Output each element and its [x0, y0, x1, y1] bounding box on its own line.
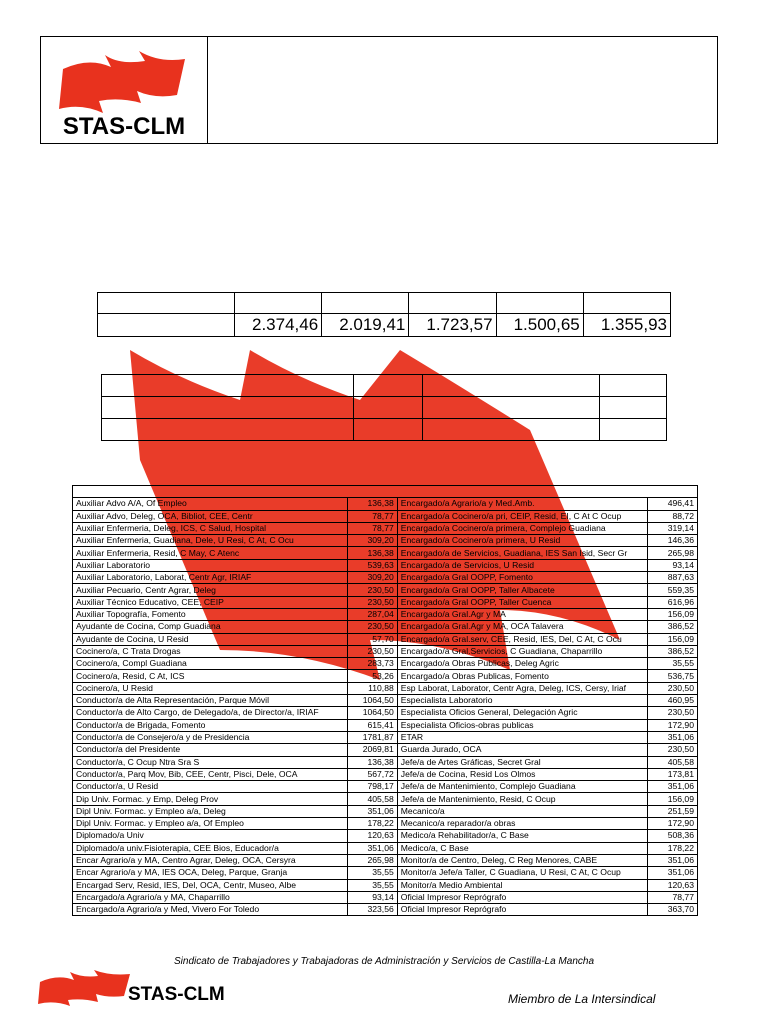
cat-right-value: 460,95 — [647, 695, 697, 707]
cat-left-name: Dipl Univ. Formac. y Empleo a/a, Of Empleo — [73, 818, 348, 830]
cat-left-name: Auxiliar Topografía, Fomento — [73, 608, 348, 620]
table-row — [73, 695, 698, 707]
cat-right-name: Mecanico/a reparador/a obras — [397, 818, 647, 830]
cat-right-value: 172,90 — [647, 818, 697, 830]
cat-left-value: 78,77 — [347, 522, 397, 534]
cat-left-name: Auxiliar Laboratorio, Laborat, Centr Agr, IRIAF — [73, 572, 348, 584]
table-row — [73, 670, 698, 682]
cat-right-value: 508,36 — [647, 830, 697, 842]
cat-left-value: 230,50 — [347, 645, 397, 657]
cat-left-name: Ayudante de Cocina, Comp Guadiana — [73, 621, 348, 633]
cat-left-value: 309,20 — [347, 572, 397, 584]
table-row — [73, 842, 698, 854]
cat-left-name: Auxiliar Enfermeria, Guadiana, Dele, U Resi, C At, C Ocu — [73, 535, 348, 547]
cat-right-name: Oficial Impresor Reprógrafo — [397, 891, 647, 903]
cat-left-name: Conductor/a de Alta Representación, Parque Móvil — [73, 695, 348, 707]
cat-right-name: ETAR — [397, 731, 647, 743]
cat-left-name: Encar Agrario/a y MA, IES OCA, Deleg, Parque, Granja — [73, 867, 348, 879]
cat-left-name: Conductor/a, Parq Mov, Bib, CEE, Centr, Pisci, Dele, OCA — [73, 768, 348, 780]
cat-right-name: Jefe/a de Cocina, Resid Los Olmos — [397, 768, 647, 780]
cat-left-value: 351,06 — [347, 842, 397, 854]
cat-left-value: 287,04 — [347, 608, 397, 620]
cat-left-name: Encargado/a Agrario/a y MA, Chaparrillo — [73, 891, 348, 903]
salary-value: 1.355,93 — [583, 314, 670, 337]
cat-right-name: Mecanico/a — [397, 805, 647, 817]
cat-right-value: 156,09 — [647, 633, 697, 645]
cat-left-value: 35,55 — [347, 867, 397, 879]
cat-right-name: Jefe/a de Mantenimiento, Complejo Guadiana — [397, 781, 647, 793]
cat-right-name: Medico/a, C Base — [397, 842, 647, 854]
cat-right-name: Especialista Oficios-obras publicas — [397, 719, 647, 731]
cat-left-name: Encargad Serv, Resid, IES, Del, OCA, Centr, Museo, Albe — [73, 879, 348, 891]
cat-right-name: Encargado/a Cocinero/a primera, U Resid — [397, 535, 647, 547]
table-row — [73, 498, 698, 510]
footer-member: Miembro de La Intersindical — [508, 992, 656, 1006]
table-row — [73, 904, 698, 916]
cat-right-value: 351,06 — [647, 731, 697, 743]
cat-left-name: Encargado/a Agrario/a y Med, Vivero For Toledo — [73, 904, 348, 916]
cat-right-name: Esp Laborat, Laborator, Centr Agra, Deleg, ICS, Cersy, Iriaf — [397, 682, 647, 694]
cat-right-value: 351,06 — [647, 854, 697, 866]
cat-right-name: Encargado/a Agrario/a y Med.Amb. — [397, 498, 647, 510]
table-row — [73, 805, 698, 817]
cat-right-name: Encargado/a Gral.Agr y MA — [397, 608, 647, 620]
salary-value: 2.019,41 — [322, 314, 409, 337]
cat-left-name: Auxiliar Pecuario, Centr Agrar, Deleg — [73, 584, 348, 596]
cat-right-value: 178,22 — [647, 842, 697, 854]
cat-left-value: 1781,87 — [347, 731, 397, 743]
cat-right-value: 251,59 — [647, 805, 697, 817]
table-row — [73, 731, 698, 743]
table-row — [73, 645, 698, 657]
cat-right-value: 35,55 — [647, 658, 697, 670]
cat-left-name: Auxiliar Laboratorio — [73, 559, 348, 571]
table-row — [73, 522, 698, 534]
cat-left-name: Auxiliar Técnico Educativo, CEE, CEIP — [73, 596, 348, 608]
cat-left-name: Conductor/a de Brigada, Fomento — [73, 719, 348, 731]
cat-left-value: 178,22 — [347, 818, 397, 830]
cat-right-value: 173,81 — [647, 768, 697, 780]
salary-value: 1.500,65 — [496, 314, 583, 337]
cat-right-name: Jefe/a de Artes Gráficas, Secret Gral — [397, 756, 647, 768]
cat-left-value: 2069,81 — [347, 744, 397, 756]
cat-right-name: Encargado/a Obras Publicas, Fomento — [397, 670, 647, 682]
cat-left-name: Auxiliar Enfermeria, Resid, C May, C Atenc — [73, 547, 348, 559]
table-row — [73, 658, 698, 670]
cat-right-name: Oficial Impresor Reprógrafo — [397, 904, 647, 916]
cat-left-value: 615,41 — [347, 719, 397, 731]
cat-right-value: 88,72 — [647, 510, 697, 522]
cat-left-value: 120,63 — [347, 830, 397, 842]
cat-right-name: Monitor/a Medio Ambiental — [397, 879, 647, 891]
salary-table — [97, 292, 671, 337]
footer-logo-text: STAS-CLM — [128, 984, 225, 1005]
cat-right-name: Encargado/a de Servicios, Guadiana, IES San Isid, Secr Gr — [397, 547, 647, 559]
cat-right-value: 319,14 — [647, 522, 697, 534]
table-row — [73, 867, 698, 879]
table-row — [73, 596, 698, 608]
cat-right-value: 156,09 — [647, 608, 697, 620]
table-row — [73, 768, 698, 780]
cat-right-value: 496,41 — [647, 498, 697, 510]
cat-left-value: 539,63 — [347, 559, 397, 571]
table-row — [73, 559, 698, 571]
cat-right-value: 93,14 — [647, 559, 697, 571]
cat-left-value: 230,50 — [347, 584, 397, 596]
footer-sindicato: Sindicato de Trabajadores y Trabajadoras de Administración y Servicios de Castilla-La Mancha — [173, 956, 595, 967]
table-row — [73, 707, 698, 719]
cat-left-name: Cocinero/a, Resid, C At, ICS — [73, 670, 348, 682]
table-row — [73, 719, 698, 731]
table-row — [73, 818, 698, 830]
cat-right-name: Encargado/a Gral.serv, CEE, Resid, IES, Del, C At, C Ocu — [397, 633, 647, 645]
cat-left-name: Conductor/a de Consejero/a y de Presidencia — [73, 731, 348, 743]
cat-left-name: Auxiliar Advo A/A, Of Empleo — [73, 498, 348, 510]
cat-right-value: 146,36 — [647, 535, 697, 547]
cat-left-name: Diplomado/a univ.Fisioterapia, CEE Bios, Educador/a — [73, 842, 348, 854]
cat-right-name: Especialista Oficios General, Delegación Agric — [397, 707, 647, 719]
cat-left-value: 309,20 — [347, 535, 397, 547]
cat-right-name: Especialista Laboratorio — [397, 695, 647, 707]
cat-right-value: 78,77 — [647, 891, 697, 903]
cat-left-value: 136,38 — [347, 756, 397, 768]
cat-left-name: Dip Univ. Formac. y Emp, Deleg Prov — [73, 793, 348, 805]
table-row — [73, 891, 698, 903]
cat-left-name: Cocinero/a, Compl Guadiana — [73, 658, 348, 670]
table-row — [73, 633, 698, 645]
cat-left-name: Cocinero/a, U Resid — [73, 682, 348, 694]
cat-left-name: Dipl Univ. Formac. y Empleo a/a, Deleg — [73, 805, 348, 817]
table-row — [73, 793, 698, 805]
cat-left-value: 323,56 — [347, 904, 397, 916]
cat-left-value: 230,50 — [347, 596, 397, 608]
table-row — [73, 572, 698, 584]
cat-right-name: Encargado/a Cocinero/a primera, Complejo Guadiana — [397, 522, 647, 534]
table-row — [73, 744, 698, 756]
table-row — [73, 621, 698, 633]
cat-left-value: 798,17 — [347, 781, 397, 793]
cat-left-name: Auxiliar Enfermeria, Deleg, ICS, C Salud, Hospital — [73, 522, 348, 534]
cat-right-name: Encargado/a Gral.Servicios, C Guadiana, Chaparrillo — [397, 645, 647, 657]
cat-left-name: Cocinero/a, C Trata Drogas — [73, 645, 348, 657]
cat-left-name: Auxiliar Advo, Deleg, OCA, Bibliot, CEE, Centr — [73, 510, 348, 522]
empty-table — [101, 374, 667, 441]
categories-table — [72, 485, 698, 916]
cat-right-name: Encargado/a de Servicios, U Resid — [397, 559, 647, 571]
cat-right-name: Medico/a Rehabilitador/a, C Base — [397, 830, 647, 842]
cat-left-value: 136,38 — [347, 547, 397, 559]
cat-left-value: 1064,50 — [347, 707, 397, 719]
cat-left-name: Conductor/a, C Ocup Ntra Sra S — [73, 756, 348, 768]
cat-left-value: 265,98 — [347, 854, 397, 866]
table-row — [73, 608, 698, 620]
cat-left-value: 351,06 — [347, 805, 397, 817]
cat-right-name: Encargado/a Gral OOPP, Taller Cuenca — [397, 596, 647, 608]
cat-right-name: Encargado/a Obras Publicas, Deleg Agric — [397, 658, 647, 670]
cat-right-name: Encargado/a Cocinero/a pri, CEIP, Resid, EI, C At C Ocup — [397, 510, 647, 522]
cat-left-value: 110,88 — [347, 682, 397, 694]
table-row — [73, 535, 698, 547]
table-row — [73, 879, 698, 891]
cat-left-value: 567,72 — [347, 768, 397, 780]
stas-flag-logo-icon — [59, 51, 189, 121]
cat-right-value: 120,63 — [647, 879, 697, 891]
logo-text: STAS-CLM — [62, 113, 186, 140]
table-row — [73, 510, 698, 522]
cat-left-value: 53,26 — [347, 670, 397, 682]
cat-left-name: Diplomado/a Univ — [73, 830, 348, 842]
table-row — [73, 756, 698, 768]
cat-left-value: 136,38 — [347, 498, 397, 510]
cat-left-name: Encar Agrario/a y MA, Centro Agrar, Deleg, OCA, Cersyra — [73, 854, 348, 866]
cat-right-value: 536,75 — [647, 670, 697, 682]
salary-value: 2.374,46 — [235, 314, 322, 337]
cat-left-value: 93,14 — [347, 891, 397, 903]
table-row — [73, 682, 698, 694]
table-row — [73, 547, 698, 559]
cat-left-value: 78,77 — [347, 510, 397, 522]
cat-left-value: 35,55 — [347, 879, 397, 891]
cat-right-name: Guarda Jurado, OCA — [397, 744, 647, 756]
cat-right-value: 386,52 — [647, 645, 697, 657]
cat-right-value: 156,09 — [647, 793, 697, 805]
cat-left-value: 230,50 — [347, 621, 397, 633]
logo-cell — [41, 37, 208, 143]
cat-right-name: Monitor/a de Centro, Deleg, C Reg Menores, CABE — [397, 854, 647, 866]
cat-left-name: Conductor/a, U Resid — [73, 781, 348, 793]
cat-left-value: 1064,50 — [347, 695, 397, 707]
table-row — [73, 830, 698, 842]
table-row — [73, 854, 698, 866]
cat-right-value: 351,06 — [647, 867, 697, 879]
cat-left-value: 283,73 — [347, 658, 397, 670]
cat-right-value: 405,58 — [647, 756, 697, 768]
header-box — [40, 36, 718, 144]
cat-right-value: 172,90 — [647, 719, 697, 731]
table-row — [73, 781, 698, 793]
footer-flag-logo-icon — [38, 970, 132, 1006]
cat-right-name: Encargado/a Gral OOPP, Taller Albacete — [397, 584, 647, 596]
cat-right-name: Jefe/a de Mantenimiento, Resid, C Ocup — [397, 793, 647, 805]
cat-right-name: Encargado/a Gral.Agr y MA, OCA Talavera — [397, 621, 647, 633]
cat-right-value: 265,98 — [647, 547, 697, 559]
cat-left-name: Conductor/a de Alto Cargo, de Delegado/a, de Director/a, IRIAF — [73, 707, 348, 719]
cat-right-name: Encargado/a Gral OOPP, Fomento — [397, 572, 647, 584]
cat-right-value: 230,50 — [647, 744, 697, 756]
table-row — [73, 584, 698, 596]
cat-right-value: 351,06 — [647, 781, 697, 793]
cat-right-value: 230,50 — [647, 682, 697, 694]
cat-right-value: 887,63 — [647, 572, 697, 584]
cat-right-value: 363,70 — [647, 904, 697, 916]
cat-left-value: 57,70 — [347, 633, 397, 645]
salary-value: 1.723,57 — [409, 314, 496, 337]
cat-right-value: 230,50 — [647, 707, 697, 719]
cat-left-value: 405,58 — [347, 793, 397, 805]
cat-right-name: Monitor/a Jefe/a Taller, C Guadiana, U Resi, C At, C Ocup — [397, 867, 647, 879]
cat-left-name: Ayudante de Cocina, U Resid — [73, 633, 348, 645]
cat-right-value: 559,35 — [647, 584, 697, 596]
cat-right-value: 616,96 — [647, 596, 697, 608]
cat-right-value: 386,52 — [647, 621, 697, 633]
cat-left-name: Conductor/a del Presidente — [73, 744, 348, 756]
